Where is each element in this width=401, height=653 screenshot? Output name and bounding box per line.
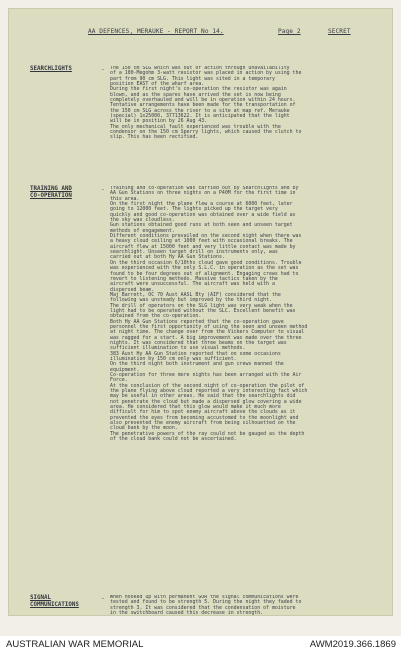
text-line: tested and found to be strength 5. During the night they faded to <box>110 599 302 606</box>
section-dash: - <box>101 595 105 602</box>
text-line: quickly and good co-operation was obtained over a wide field as <box>110 211 296 218</box>
text-line: During the first night's co-operation the resistor was again <box>110 86 287 93</box>
text-line: may be useful in other areas. He said that the searchlights did <box>110 393 296 400</box>
text-line: illumination by 150 cm only was sufficient. <box>110 356 237 362</box>
text-line: (special) 1x25000, 37713622. It is anticipated that the light <box>110 113 290 120</box>
text-line: Tentative arrangements have been made for the transportation of <box>110 102 296 109</box>
text-line: will be in position by 26 Aug 43. <box>110 118 208 125</box>
text-line: methods of engagement. <box>110 227 175 234</box>
text-line: at night time. The change over from the Vickers Computer to visual <box>110 329 305 336</box>
section-dash: - <box>101 66 105 73</box>
text-line: On the first night the plane flew a course at 6000 feet, later <box>110 201 293 208</box>
text-line: was ragged for a start. A big improvement was made over the three <box>110 334 302 341</box>
archive-footer <box>0 636 401 653</box>
text-line: equipment. <box>110 366 140 373</box>
text-line: the 150 cm SLG across the river to a site at map ref. Merauke <box>110 107 290 114</box>
text-line: 383 Aust Hy AA Gun Station reported that on some occasions <box>110 350 281 357</box>
text-line: of a 100-Megohm 3-watt resistor was placed in action by using the <box>110 70 302 77</box>
text-line: Different conditions prevailed on the second night when there was <box>110 233 302 240</box>
section-body <box>110 595 378 616</box>
document-page <box>8 8 393 616</box>
text-line: The drill of operators on the SLG light was very weak when the <box>110 302 293 309</box>
text-line: the plane flying above cloud reported a very interesting fact which <box>110 388 308 395</box>
text-line: not penetrate the cloud but made a dispersed glow covering a wide <box>110 398 302 405</box>
text-line: a heavy cloud ceiling at 1000 feet with occasional breaks. The <box>110 238 293 245</box>
text-line: At the conclusion of the second night of co-operation the pilot of <box>110 382 305 389</box>
archive-name: AUSTRALIAN WAR MEMORIAL <box>6 639 144 650</box>
text-line: in the switchboard caused this decrease in strength. <box>110 610 264 616</box>
text-line: condensor on the 150 cm Sperry lights, which caused the clutch to <box>110 129 302 136</box>
section-body <box>110 66 378 141</box>
text-line: sufficient illumination to use visual methods. <box>110 345 246 352</box>
section-body <box>110 186 378 443</box>
text-line: On the third occasion 6/10ths cloud gave good conditions. Trouble <box>110 259 302 266</box>
text-line: nights. It was considered that three beams on the target was <box>110 339 287 346</box>
text-line: also prevented the enemy aircraft from being silhouetted on the <box>110 420 296 427</box>
page-number: Page 2 <box>278 28 301 35</box>
text-line: Training and co-operation was carried out by Searchlights and by <box>110 186 299 191</box>
text-line: the sky was cloudless. <box>110 217 175 224</box>
report-title: AA DEFENCES, MERAUKE - REPORT No 14. <box>88 28 224 35</box>
text-line: area. He considered that this glow would make it much more <box>110 404 281 411</box>
text-line: When hooked up with permanent GOR the signal communications were <box>110 595 299 600</box>
section-dash: - <box>101 186 105 193</box>
text-line: Maj Barrett, OC 70 Aust AASL Bty (AIF) considered that the <box>110 291 281 298</box>
text-line: difficult for him to spot enemy aircraft above the clouds as it <box>110 409 296 416</box>
text-line: slip. This has been rectified. <box>110 134 199 141</box>
text-line: strength 3. It was considered that the condensation of moisture <box>110 604 296 611</box>
text-line: Gun stations obtained good runs at both seen and unseen target <box>110 222 293 229</box>
text-line: personnel the first opportunity of using the seen and unseen method <box>110 323 308 330</box>
text-line: of the cloud bank could not be ascertained. <box>110 436 237 443</box>
text-line: AA Gun Stations on three nights on a P40M for the first time in <box>110 190 296 197</box>
archive-reference: AWM2019.366.1869 <box>309 639 396 650</box>
text-line: part from 90 cm SLG. This light was sited in a temporary <box>110 75 275 82</box>
section-label: TRAINING AND CO-OPERATION <box>30 186 72 200</box>
text-line: found to be four degrees out of alignment. Engaging crews had to <box>110 270 299 277</box>
text-line: this area. <box>110 195 140 202</box>
text-line: The 150 cm SLG which was out of action through unavailability <box>110 66 290 71</box>
text-line: On the third night both instrument and gun crews manned the <box>110 361 284 368</box>
text-line: aircraft were unsuccessful. The aircraft was held with a <box>110 281 275 288</box>
text-line: Co-operation for three more nights has been arranged with the Air <box>110 372 302 379</box>
text-line: carried out at both Hy AA Gun Stations. <box>110 254 225 261</box>
section-label: SIGNAL COMMUNICATIONS <box>30 595 79 609</box>
text-line: searchlight. Unseen target drill on instruments only, was <box>110 249 278 256</box>
text-line: light had to be operated without the SLC. Excellent benefit was <box>110 307 296 314</box>
text-line: was experienced with the only S.L.C. in operation as the set was <box>110 265 299 272</box>
text-line: revert to listening methods. Massive tactics taken by the <box>110 275 278 282</box>
text-line: prevented the eyes from becoming accustomed to the moonlight and <box>110 414 299 421</box>
text-line: cloud bank by the moon. <box>110 425 178 432</box>
text-line: completely overhauled and will be in operation within 24 hours. <box>110 97 296 104</box>
text-line: The only mechanical fault experienced was trouble with the <box>110 123 281 130</box>
text-line: going to 12000 feet. The lights picked up the target very <box>110 206 278 213</box>
section-label: SEARCHLIGHTS <box>30 66 72 72</box>
text-line: Both Hy AA Gun Stations reported that the co-operation gave <box>110 318 284 325</box>
text-line: aircraft flew at 15000 feet and very little contact was made by <box>110 243 296 250</box>
text-line: blown, and as the spares have arrived the set is now being <box>110 91 281 98</box>
classification-marking: SECRET <box>328 28 351 35</box>
page-header <box>8 28 393 40</box>
text-line: obtained from the co-operation. <box>110 313 202 320</box>
text-line: Force. <box>110 377 128 384</box>
text-line: The penetrative powers of the ray could not be gauged as the depth <box>110 430 305 437</box>
text-line: position EAST of the wharf area. <box>110 81 205 88</box>
text-line: dispersed beam. <box>110 286 155 293</box>
text-line: following was unsteady but improved by the third night. <box>110 297 272 304</box>
